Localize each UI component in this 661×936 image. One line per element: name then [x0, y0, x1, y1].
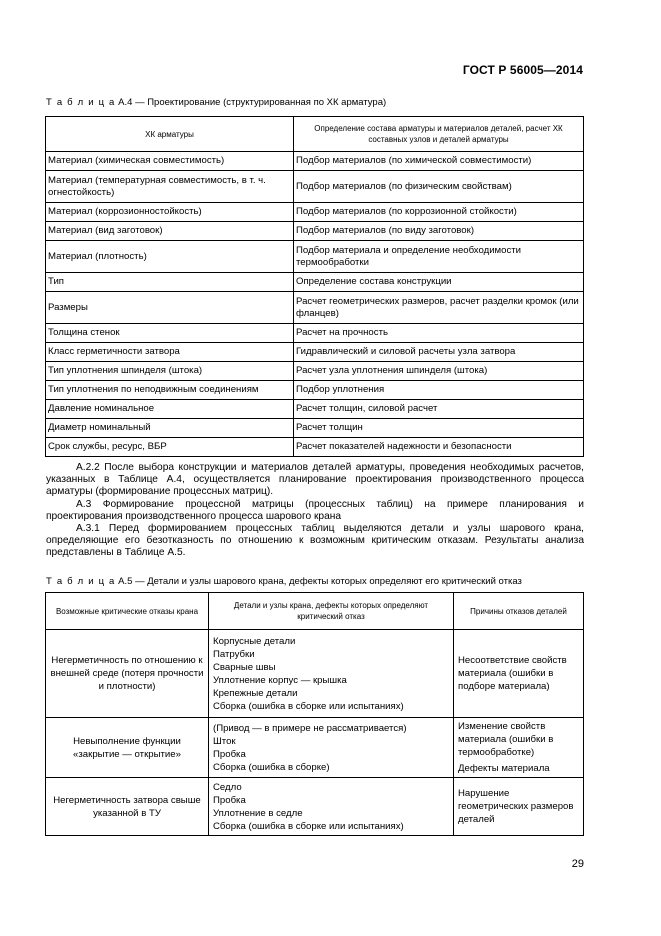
table-row: [46, 203, 584, 222]
characteristic-cell: Материал (температурная совместимость, в т. ч. огнестойкость): [46, 171, 294, 203]
table-row: [46, 292, 584, 324]
determination-cell: Подбор материалов (по виду заготовок): [294, 222, 584, 241]
parts-cell: [209, 778, 454, 836]
determination-cell: Гидравлический и силовой расчеты узла затвора: [294, 343, 584, 362]
list-item: Корпусные детали: [213, 635, 296, 647]
list-item: Уплотнение в седле: [213, 807, 303, 819]
failure-cell: Негерметичность по отношению к внешней среде (потеря прочности и плотности): [46, 630, 209, 718]
table-row: [46, 630, 584, 718]
body-text: [46, 462, 584, 560]
table-a4-caption-text: А.4 — Проектирование (структурированная по ХК арматура): [115, 97, 387, 108]
table-row: [46, 419, 584, 438]
table-a5-caption-prefix: Т а б л и ц а: [46, 576, 116, 587]
table-row: [46, 343, 584, 362]
parts-list: [213, 781, 449, 833]
determination-cell: Расчет на прочность: [294, 324, 584, 343]
table-a4-caption: [46, 97, 386, 108]
failure-cell: Негерметичность затвора свыше указанной в ТУ: [46, 778, 209, 836]
determination-cell: Подбор материалов (по физическим свойствам): [294, 171, 584, 203]
table-a5-caption: [46, 576, 522, 587]
table-a4-col2-header: Определение состава арматуры и материалов деталей, расчет ХК составных узлов и деталей арматуры: [294, 117, 584, 152]
causes-cell: [454, 718, 584, 778]
determination-cell: Определение состава конструкции: [294, 273, 584, 292]
determination-cell: Расчет узла уплотнения шпинделя (штока): [294, 362, 584, 381]
table-a5-header-row: [46, 593, 584, 630]
table-row: [46, 362, 584, 381]
table-row: [46, 400, 584, 419]
characteristic-cell: Давление номинальное: [46, 400, 294, 419]
parts-cell: [209, 630, 454, 718]
table-a4-header-row: [46, 117, 584, 152]
causes-cell: [454, 630, 584, 718]
table-a5-col3-header: Причины отказов деталей: [454, 593, 584, 630]
page-number: 29: [571, 858, 584, 870]
table-row: [46, 381, 584, 400]
list-item: Сварные швы: [213, 661, 276, 673]
table-a4: [45, 116, 584, 457]
table-a4-caption-prefix: Т а б л и ц а: [46, 97, 116, 108]
table-a5: [45, 592, 584, 836]
determination-cell: Подбор материалов (по химической совместимости): [294, 152, 584, 171]
characteristic-cell: Размеры: [46, 292, 294, 324]
paragraph-a3: А.3 Формирование процессной матрицы (процессных таблиц) на примере планирования и проектирования производственного процесса шарового крана: [46, 498, 584, 522]
list-item: (Привод — в примере не рассматривается): [213, 722, 407, 734]
causes-cell: [454, 778, 584, 836]
cause-text: Дефекты материала: [458, 763, 550, 774]
table-row: [46, 718, 584, 778]
list-item: Пробка: [213, 748, 246, 760]
characteristic-cell: Толщина стенок: [46, 324, 294, 343]
table-row: [46, 241, 584, 273]
paragraph-a22: А.2.2 После выбора конструкции и материалов деталей арматуры, проведения необходимых расчетов, указанных в Таблице А.4, осуществляется планирование проектирования производственного процесса арматуры (формирование процессных матриц).: [46, 462, 584, 498]
characteristic-cell: Тип уплотнения по неподвижным соединениям: [46, 381, 294, 400]
list-item: Сборка (ошибка в сборке или испытаниях): [213, 820, 404, 832]
determination-cell: Расчет геометрических размеров, расчет разделки кромок (или фланцев): [294, 292, 584, 324]
table-row: [46, 152, 584, 171]
parts-cell: [209, 718, 454, 778]
table-a5-col1-header: Возможные критические отказы крана: [46, 593, 209, 630]
characteristic-cell: Срок службы, ресурс, ВБР: [46, 438, 294, 457]
list-item: Уплотнение корпус — крышка: [213, 674, 347, 686]
list-item: Седло: [213, 781, 242, 793]
list-item: Пробка: [213, 794, 246, 806]
table-a5-body: [46, 630, 584, 836]
list-item: Крепежные детали: [213, 687, 298, 699]
characteristic-cell: Тип: [46, 273, 294, 292]
cause-text: Нарушение геометрических размеров деталей: [458, 788, 574, 825]
table-row: [46, 273, 584, 292]
list-item: Патрубки: [213, 648, 255, 660]
list-item: Сборка (ошибка в сборке): [213, 761, 330, 773]
paragraph-a31: А.3.1 Перед формированием процессных таблиц выделяются детали и узлы шарового крана, определяющие его безотказность по отношению к возможным критическим отказам. Результаты анализа представлены в Таблице А.5.: [46, 523, 584, 559]
parts-list: [213, 635, 449, 713]
determination-cell: Расчет толщин: [294, 419, 584, 438]
characteristic-cell: Диаметр номинальный: [46, 419, 294, 438]
table-row: [46, 778, 584, 836]
table-row: [46, 324, 584, 343]
failure-cell: Невыполнение функции «закрытие — открытие»: [46, 718, 209, 778]
determination-cell: Подбор материалов (по коррозионной стойкости): [294, 203, 584, 222]
table-a4-body: [46, 152, 584, 457]
determination-cell: Подбор материала и определение необходимости термообработки: [294, 241, 584, 273]
table-row: [46, 171, 584, 203]
standard-number: ГОСТ Р 56005—2014: [462, 63, 583, 77]
list-item: Шток: [213, 735, 236, 747]
parts-list: [213, 722, 449, 774]
characteristic-cell: Материал (химическая совместимость): [46, 152, 294, 171]
table-row: [46, 438, 584, 457]
characteristic-cell: Материал (плотность): [46, 241, 294, 273]
cause-text: Изменение свойств материала (ошибки в термообработке): [458, 721, 554, 758]
determination-cell: Подбор уплотнения: [294, 381, 584, 400]
table-a4-col1-header: ХК арматуры: [46, 117, 294, 152]
cause-text: Несоответствие свойств материала (ошибки в подборе материала): [458, 655, 567, 692]
characteristic-cell: Тип уплотнения шпинделя (штока): [46, 362, 294, 381]
characteristic-cell: Материал (вид заготовок): [46, 222, 294, 241]
table-row: [46, 222, 584, 241]
determination-cell: Расчет толщин, силовой расчет: [294, 400, 584, 419]
characteristic-cell: Материал (коррозионностойкость): [46, 203, 294, 222]
characteristic-cell: Класс герметичности затвора: [46, 343, 294, 362]
table-a5-caption-text: А.5 — Детали и узлы шарового крана, дефекты которых определяют его критический отказ: [115, 576, 522, 587]
list-item: Сборка (ошибка в сборке или испытаниях): [213, 700, 404, 712]
table-a5-col2-header: Детали и узлы крана, дефекты которых определяют критический отказ: [209, 593, 454, 630]
determination-cell: Расчет показателей надежности и безопасности: [294, 438, 584, 457]
